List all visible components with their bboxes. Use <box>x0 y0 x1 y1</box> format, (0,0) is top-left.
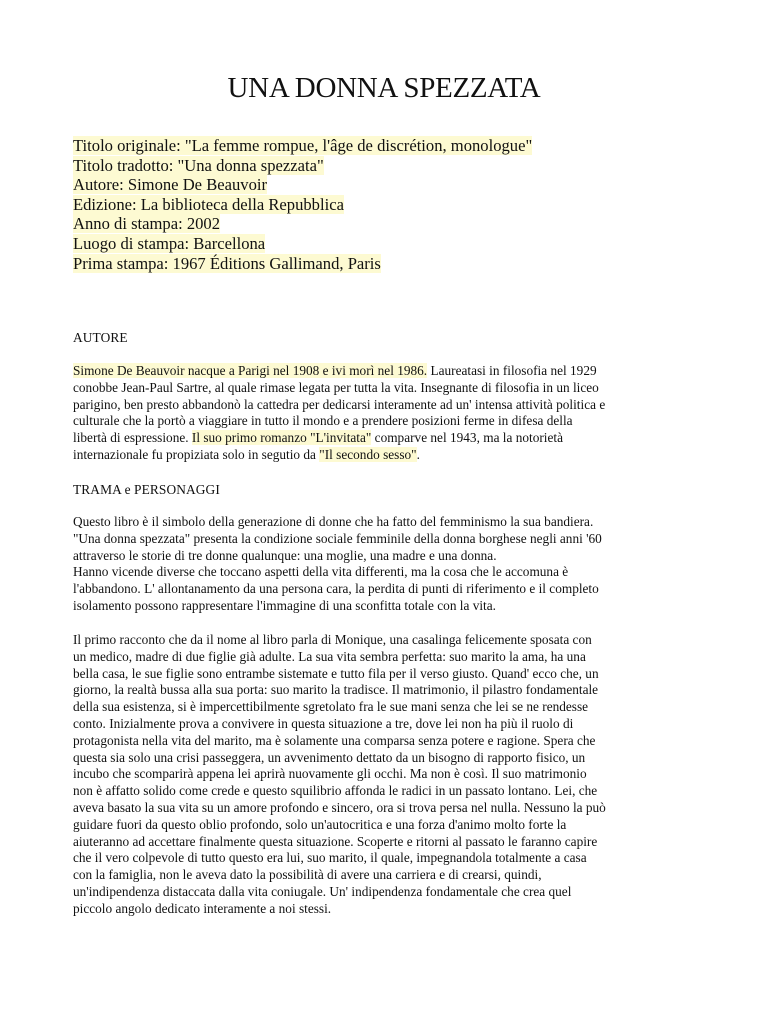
plot-line: che il vero colpevole di tutto questo era lui, suo marito, il quale, impegnandola totalmente a casa <box>73 850 587 866</box>
plot-line: non è affatto solido come crede e questo squilibrio affonda le radici in un passato lontano. Lei, che <box>73 783 598 799</box>
plot-line: incubo che scomparirà appena lei aprirà nuovamente gli occhi. Ma non è così. Il suo matrimonio <box>73 766 587 782</box>
plot-line: un medico, madre di due figlie già adulte. La sua vita sembra perfetta: suo marito la ama, ha una <box>73 648 586 664</box>
plot-line: isolamento possono rappresentare l'immagine di una sconfitta totale con la vita. <box>73 597 496 613</box>
meta-author: Autore: Simone De Beauvoir <box>73 175 268 195</box>
author-line: Simone De Beauvoir nacque a Parigi nel 1908 e ivi morì nel 1986. Laureatasi in filosofia nel 1929 <box>73 363 597 378</box>
plot-line: questa sia solo una crisi passeggera, un avvenimento dettato da un bisogno di rapporto fisico, un <box>73 749 586 765</box>
plot-line: con la famiglia, non le aveva dato la possibilità di avere una carriera e di crearsi, quindi, <box>73 867 542 883</box>
plot-line: Il primo racconto che da il nome al libro parla di Monique, una casalinga felicemente sposata con <box>73 632 592 647</box>
book-metadata <box>73 136 532 273</box>
author-paragraph <box>73 363 703 464</box>
document-title: UNA DONNA SPEZZATA <box>227 72 541 104</box>
section-heading-autore: AUTORE <box>73 330 128 345</box>
plot-line: Hanno vicende diverse che toccano aspetti della vita differenti, ma la cosa che le accomuna è <box>73 564 569 580</box>
plot-paragraph-2 <box>73 632 703 918</box>
meta-first-print: Prima stampa: 1967 Éditions Gallimand, Paris <box>73 253 381 273</box>
author-line: culturale che la portò a viaggiare in tutto il mondo e a prendere posizioni ferme in difesa della <box>73 413 573 429</box>
plot-line: bella casa, le sue figlie sono entrambe sistemate e tutto fila per il verso giusto. Quand' ecco che, un <box>73 665 599 681</box>
plot-line: attraverso le storie di tre donne qualunque: una moglie, una madre e una donna. <box>73 547 497 563</box>
plot-line: della sua esistenza, si è impercettibilmente sgretolato fra le sue mani senza che lei se ne rendesse <box>73 699 589 715</box>
meta-edition: Edizione: La biblioteca della Repubblica <box>73 194 344 214</box>
plot-line: aiuteranno ad accettare finalmente questa situazione. Scoperte e ritorni al passato le faranno capire <box>73 833 598 849</box>
section-heading-trama: TRAMA e PERSONAGGI <box>73 482 220 497</box>
plot-line: l'abbandono. L' allontanamento da una persona cara, la perdita di punti di riferimento e il completo <box>73 581 599 597</box>
meta-translated-title: Titolo tradotto: "Una donna spezzata" <box>73 155 324 175</box>
plot-line: protagonista nella vita del marito, ma è solamente una comparsa senza potere e ragione. Spera che <box>73 732 596 748</box>
plot-line: aveva basato la sua vita su un amore profondo e sincero, ora si trova persa nel nulla. Nessuno la può <box>73 799 606 815</box>
author-line: parigino, ben presto abbandonò la cattedra per dedicarsi interamente ad un' intensa attività politica e <box>73 396 606 412</box>
meta-print-place: Luogo di stampa: Barcellona <box>73 233 266 253</box>
meta-original-title: Titolo originale: "La femme rompue, l'âge de discrétion, monologue" <box>73 136 533 155</box>
plot-line: giorno, la realtà bussa alla sua porta: suo marito la tradisce. Il matrimonio, il pilastro fondamentale <box>73 682 599 698</box>
plot-paragraph-1 <box>73 514 703 615</box>
plot-line: Questo libro è il simbolo della generazione di donne che ha fatto del femminismo la sua bandiera. <box>73 514 594 529</box>
plot-line: conto. Inizialmente prova a convivere in questa situazione a tre, dove lei non ha più il ruolo di <box>73 715 574 731</box>
plot-line: "Una donna spezzata" presenta la condizione sociale femminile della donna borghese negli anni '60 <box>73 530 602 546</box>
plot-line: un'indipendenza distaccata dalla vita coniugale. Un' indipendenza fondamentale che crea quel <box>73 883 572 899</box>
author-line: internazionale fu propiziata solo in segutio da "Il secondo sesso". <box>73 446 420 462</box>
meta-print-year: Anno di stampa: 2002 <box>73 214 221 234</box>
author-line: conobbe Jean-Paul Sartre, al quale rimase legata per tutta la vita. Insegnante di filosofia in un liceo <box>73 379 599 395</box>
author-line: libertà di espressione. Il suo primo romanzo "L'invitata" comparve nel 1943, ma la notorietà <box>73 430 563 446</box>
plot-line: piccolo angolo dedicato interamente a noi stessi. <box>73 900 332 916</box>
plot-line: guidare fuori da questo oblio profondo, solo un'autocritica e una forza d'animo molto forte la <box>73 816 567 832</box>
